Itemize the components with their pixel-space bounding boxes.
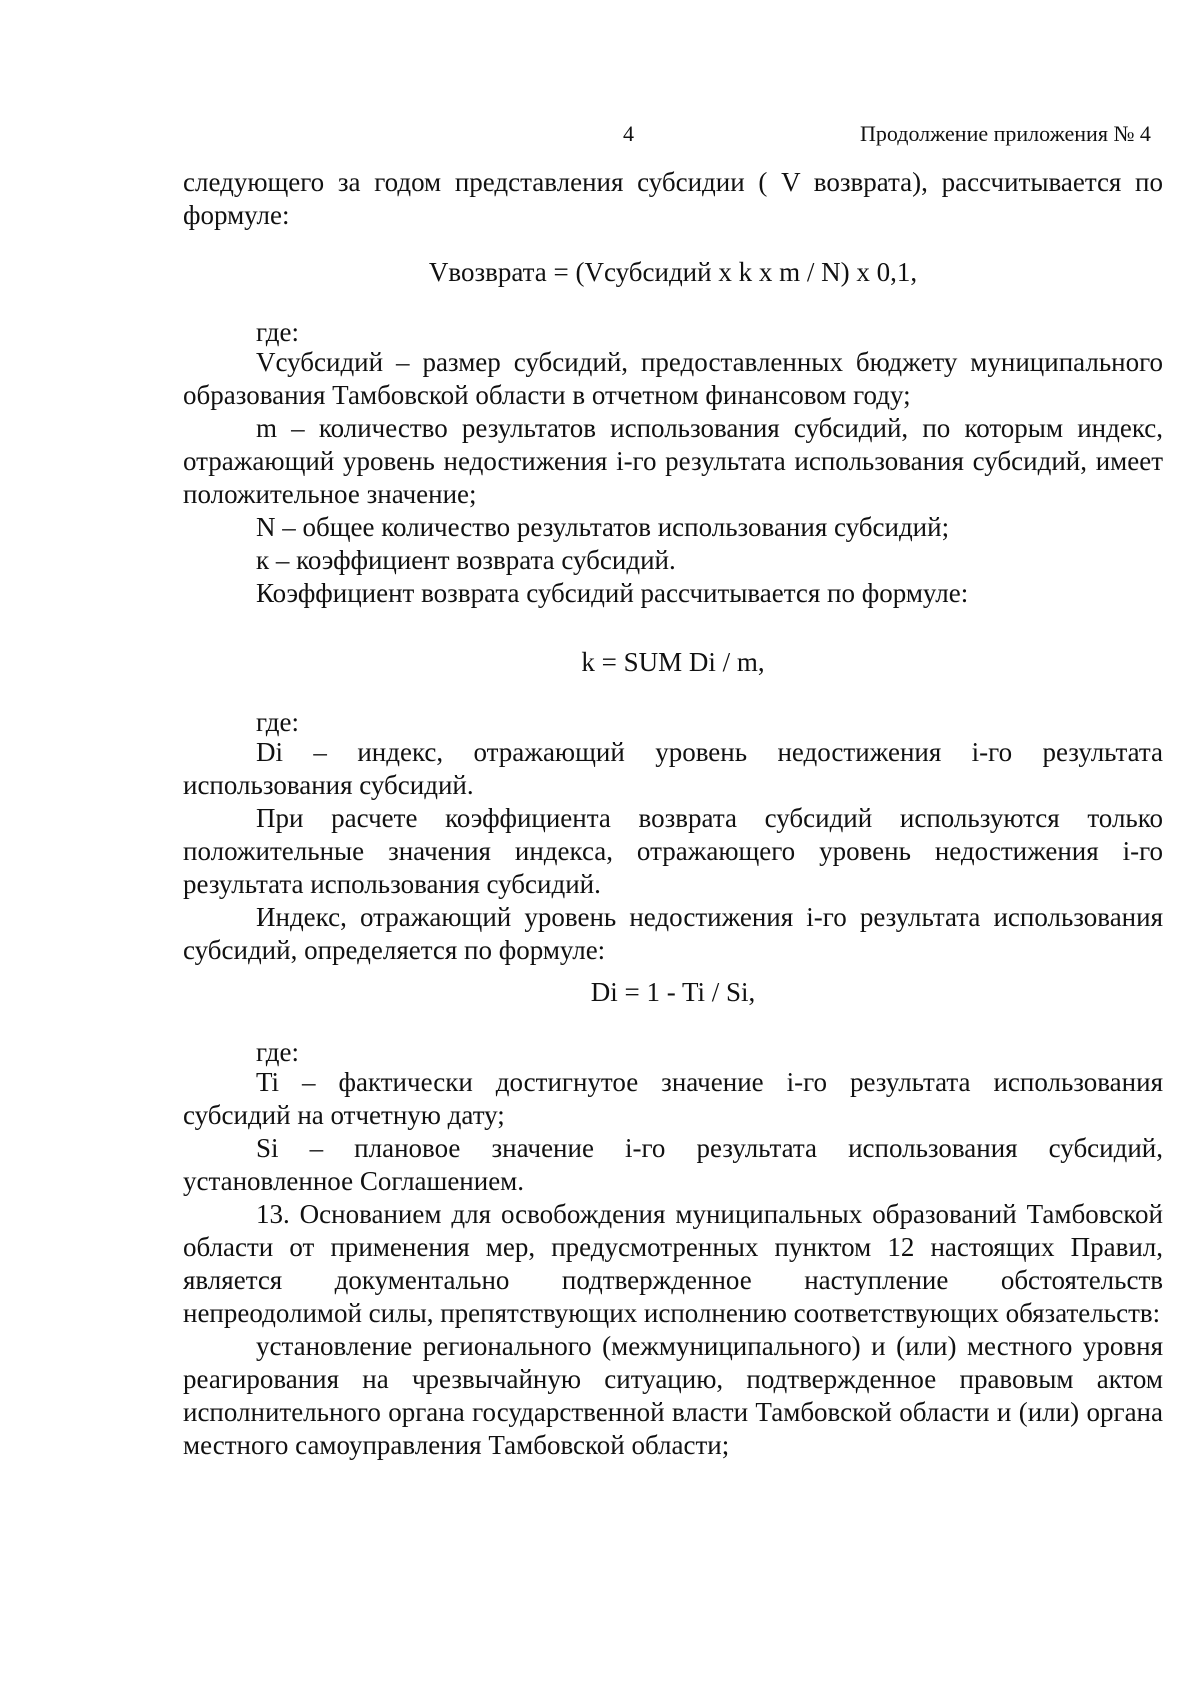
definitions-block-3	[183, 1066, 1163, 1462]
definition-di: Di – индекс, отражающий уровень недостижения i-го результата использования субсидий.	[183, 737, 1163, 800]
paragraph-emergency-response: установление регионального (межмуниципального) и (или) местного уровня реагирования на чрезвычайную ситуацию, подтвержденное правовым актом исполнительного органа государственной власти Тамбовской области и (или) органа местного самоуправления Тамбовской области;	[183, 1331, 1163, 1460]
appendix-continuation-label: Продолжение приложения № 4	[860, 121, 1151, 146]
definitions-block-2	[183, 736, 1163, 967]
formula-index: Di = 1 - Ti / Si,	[590, 977, 756, 1007]
paragraph-index-formula: Индекс, отражающий уровень недостижения i-го результата использования субсидий, определяется по формуле:	[183, 902, 1163, 965]
paragraph-coefficient-formula: Коэффициент возврата субсидий рассчитывается по формуле:	[256, 578, 969, 608]
definition-n: N – общее количество результатов использования субсидий;	[256, 512, 950, 542]
formula-refund: Vвозврата = (Vсубсидий х k х m / N) х 0,1,	[428, 257, 918, 287]
formula-coefficient: k = SUM Di / m,	[581, 647, 765, 677]
definition-si: Si – плановое значение i-го результата использования субсидий, установленное Соглашением.	[183, 1133, 1163, 1196]
paragraph-intro	[183, 166, 1163, 232]
paragraph-13: 13. Основанием для освобождения муниципальных образований Тамбовской области от применения мер, предусмотренных пунктом 12 настоящих Правил, является документально подтвержденное наступление обстоятельств непреодолимой силы, препятствующих исполнению соответствующих обязательств:	[183, 1199, 1163, 1328]
definitions-block-1	[183, 346, 1163, 610]
where-label: где:	[256, 1037, 299, 1067]
page-number: 4	[623, 121, 634, 146]
definition-k: к – коэффициент возврата субсидий.	[256, 545, 676, 575]
where-label: где:	[256, 707, 299, 737]
paragraph-positive-values: При расчете коэффициента возврата субсидий используются только положительные значения индекса, отражающего уровень недостижения i-го результата использования субсидий.	[183, 803, 1163, 899]
definition-vsubsidy: Vсубсидий – размер субсидий, предоставленных бюджету муниципального образования Тамбовской области в отчетном финансовом году;	[183, 347, 1163, 410]
definition-ti: Ti – фактически достигнутое значение i-го результата использования субсидий на отчетную дату;	[183, 1067, 1163, 1130]
paragraph-text: следующего за годом представления субсидии ( V возврата), рассчитывается по формуле:	[183, 167, 1163, 230]
definition-m: m – количество результатов использования субсидий, по которым индекс, отражающий уровень недостижения i-го результата использования субсидий, имеет положительное значение;	[183, 413, 1163, 509]
where-label: где:	[256, 317, 299, 347]
